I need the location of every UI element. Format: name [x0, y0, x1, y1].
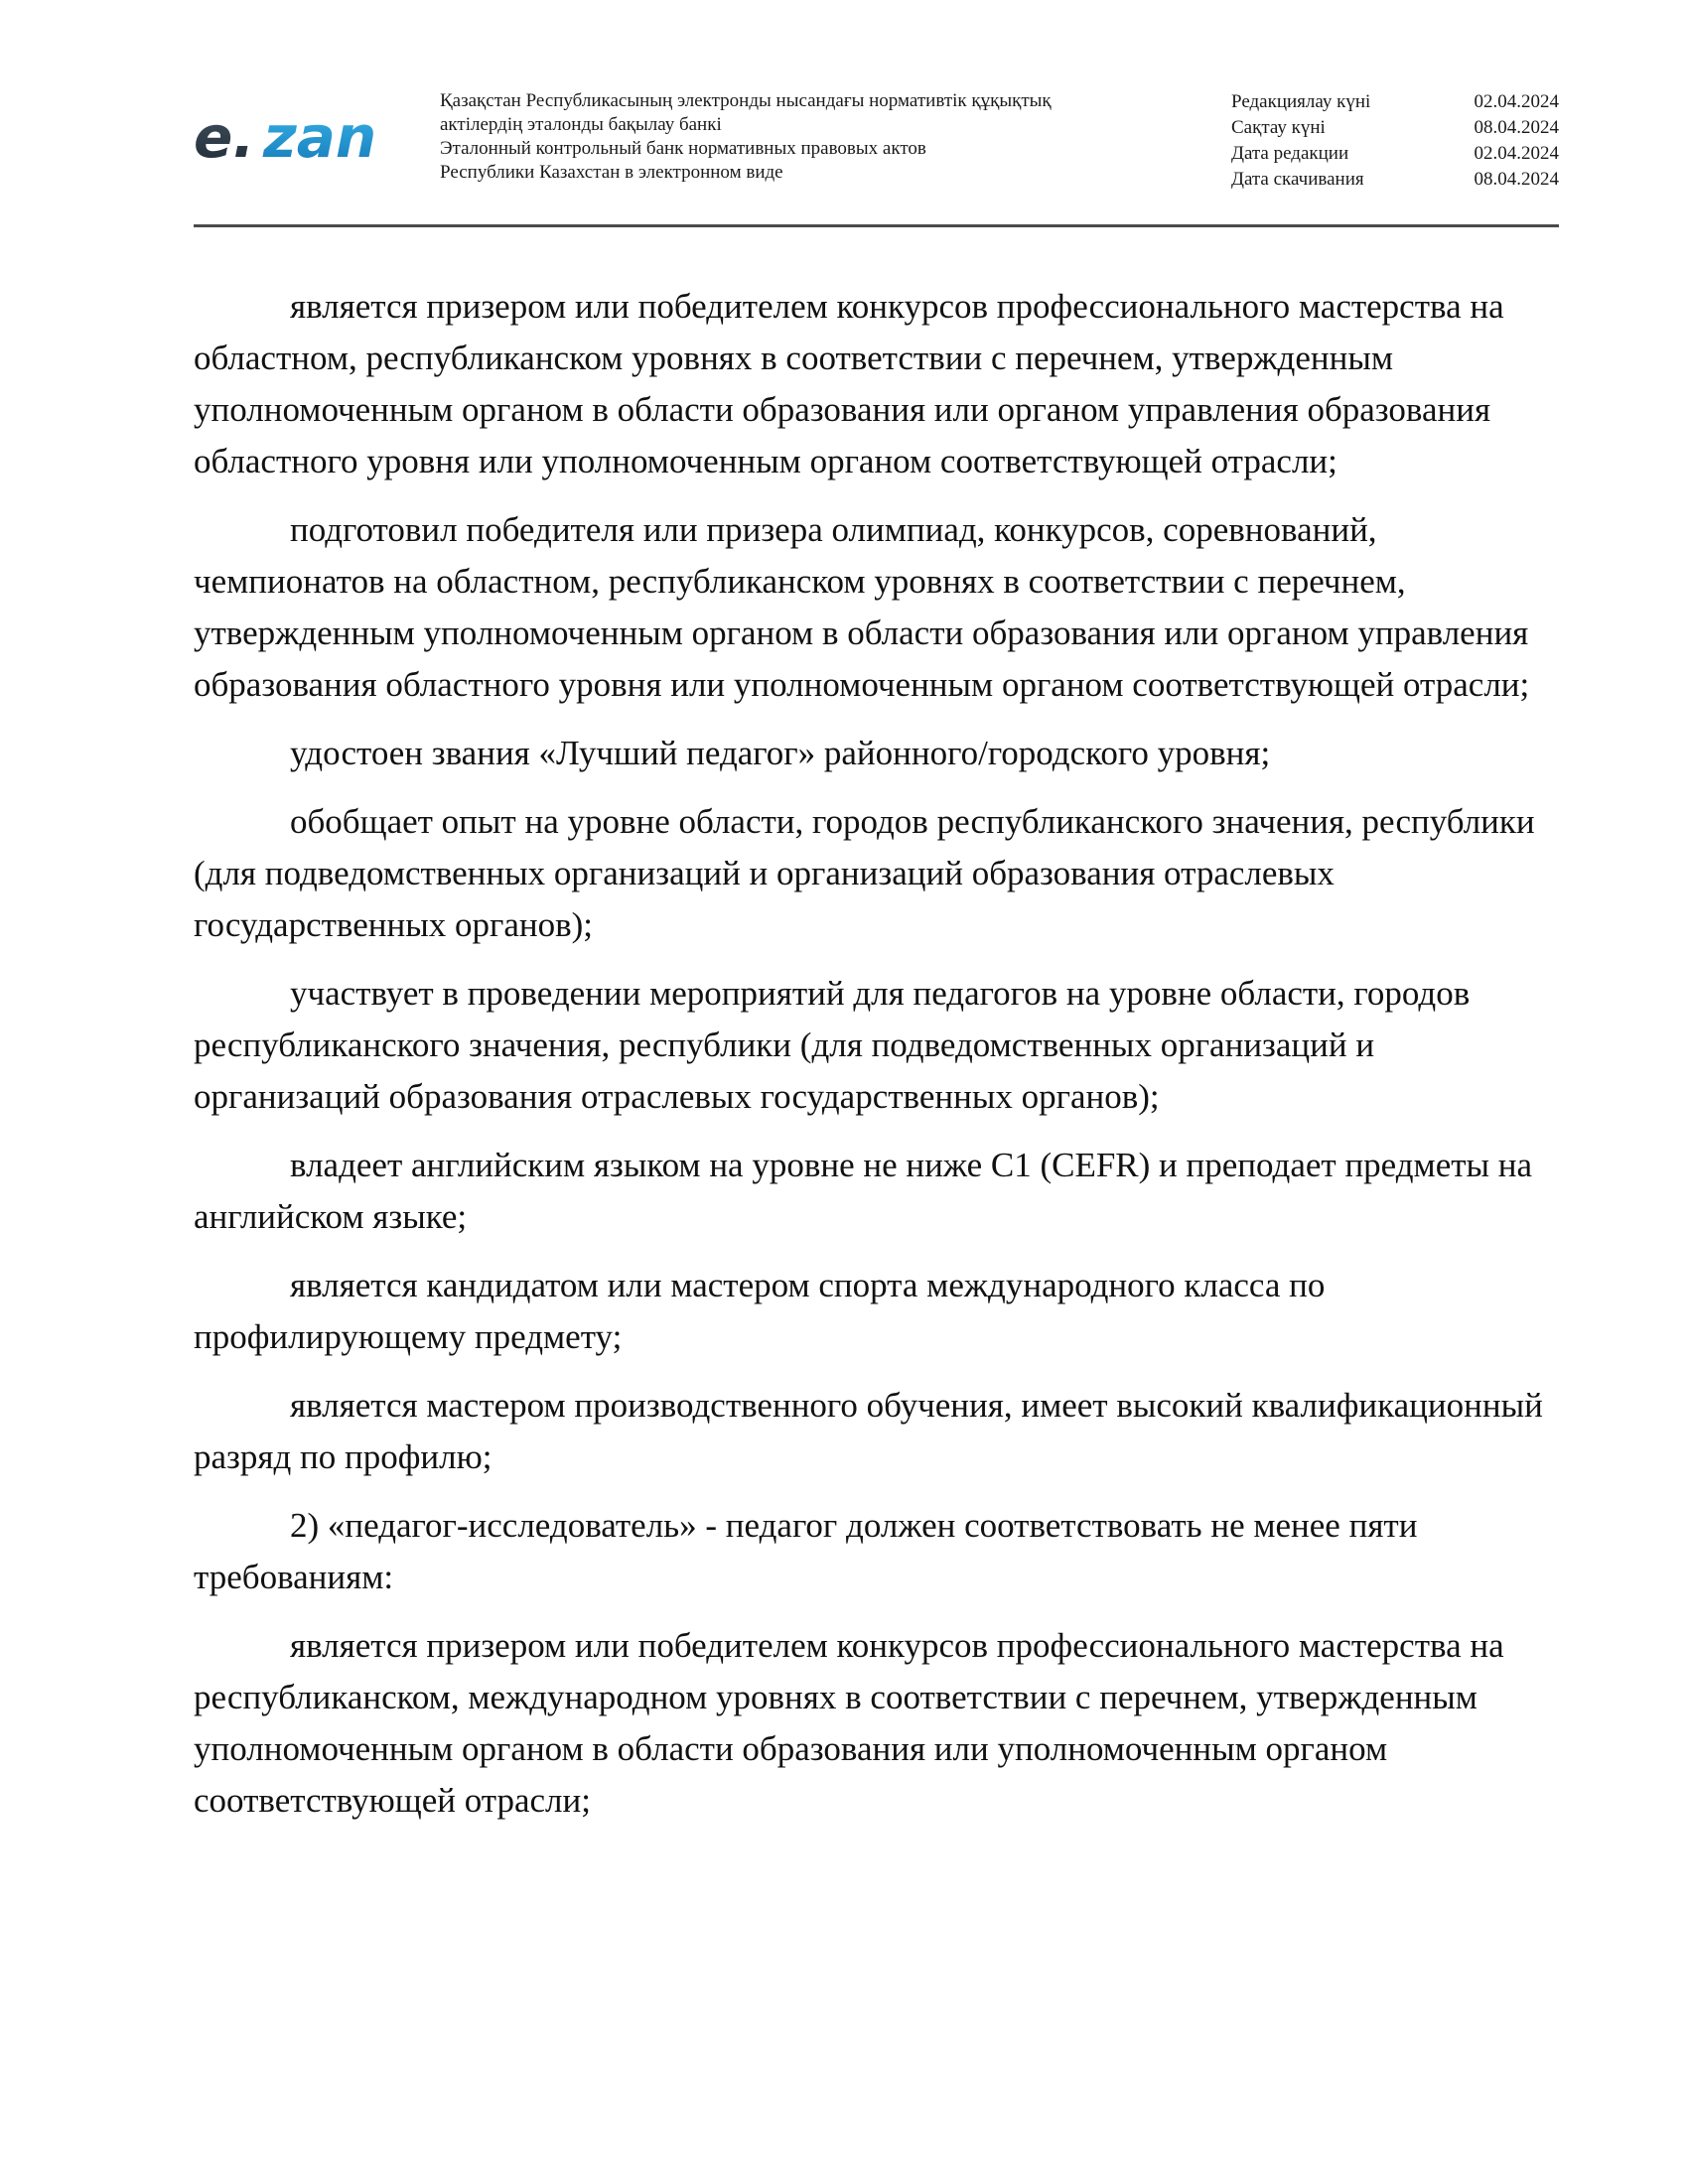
bank-title-line: Республики Казахстан в электронном виде: [440, 162, 783, 183]
meta-value: 08.04.2024: [1474, 169, 1559, 190]
bank-title-line: актілердің эталонды бақылау банкі: [440, 114, 722, 135]
body-paragraph: является мастером производственного обучения, имеет высокий квалификационный разряд по профилю;: [194, 1386, 1543, 1476]
meta-value: 08.04.2024: [1474, 117, 1559, 138]
meta-value: 02.04.2024: [1474, 143, 1559, 164]
body-paragraph: 2) «педагог-исследователь» - педагог должен соответствовать не менее пяти требованиям:: [194, 1506, 1418, 1596]
meta-label: Редакциялау күні: [1231, 91, 1371, 112]
meta-value: 02.04.2024: [1474, 91, 1559, 112]
document-dates: [1231, 89, 1559, 193]
logo-word-zan: zan: [263, 103, 377, 169]
document-header: [194, 87, 1559, 226]
bank-title-line: Эталонный контрольный банк нормативных правовых актов: [440, 138, 926, 159]
bank-title-line: Қазақстан Республикасының электронды нысандағы нормативтік құқықтық: [440, 90, 1052, 111]
ezan-logo: [194, 99, 392, 169]
body-paragraph: подготовил победителя или призера олимпиад, конкурсов, соревнований, чемпионатов на областном, республиканском уровнях в соответствии с перечнем, утвержденным уполномоченным органом в области образования или органом управления образования областного уровня или уполномоченным органом соответствующей отрасли;: [194, 510, 1530, 704]
meta-row-edit-date-ru: [1231, 141, 1559, 167]
header-divider: [194, 224, 1559, 227]
meta-row-edit-date-kz: [1231, 89, 1559, 115]
meta-label: Дата редакции: [1231, 143, 1349, 164]
body-paragraph: обобщает опыт на уровне области, городов республиканского значения, республики (для подведомственных организаций и организаций образования отраслевых государственных органов);: [194, 802, 1535, 944]
bank-title: [440, 89, 1155, 185]
body-paragraph: является призером или победителем конкурсов профессионального мастерства на областном, республиканском уровнях в соответствии с перечнем, утвержденным уполномоченным органом в области образования или органом управления образования областного уровня или уполномоченным органом соответствующей отрасли;: [194, 287, 1504, 480]
meta-row-save-date-kz: [1231, 115, 1559, 141]
body-paragraph: удостоен звания «Лучший педагог» районного/городского уровня;: [290, 734, 1271, 772]
meta-label: Дата скачивания: [1231, 169, 1364, 190]
meta-label: Сақтау күні: [1231, 117, 1326, 138]
body-paragraph: владеет английским языком на уровне не ниже С1 (CEFR) и преподает предметы на английском языке;: [194, 1146, 1533, 1236]
meta-row-download-date-ru: [1231, 167, 1559, 193]
logo-letter-e: e.: [194, 103, 255, 169]
document-body: [194, 281, 1559, 1843]
ezan-logo-graphic: [194, 99, 392, 169]
body-paragraph: является кандидатом или мастером спорта международного класса по профилирующему предмету;: [194, 1266, 1326, 1356]
body-paragraph: участвует в проведении мероприятий для педагогов на уровне области, городов республиканского значения, республики (для подведомственных организаций и организаций образования отраслевых государственных органов);: [194, 974, 1471, 1116]
body-paragraph: является призером или победителем конкурсов профессионального мастерства на республиканском, международном уровнях в соответствии с перечнем, утвержденным уполномоченным органом в области образования или уполномоченным органом соответствующей отрасли;: [194, 1626, 1504, 1820]
